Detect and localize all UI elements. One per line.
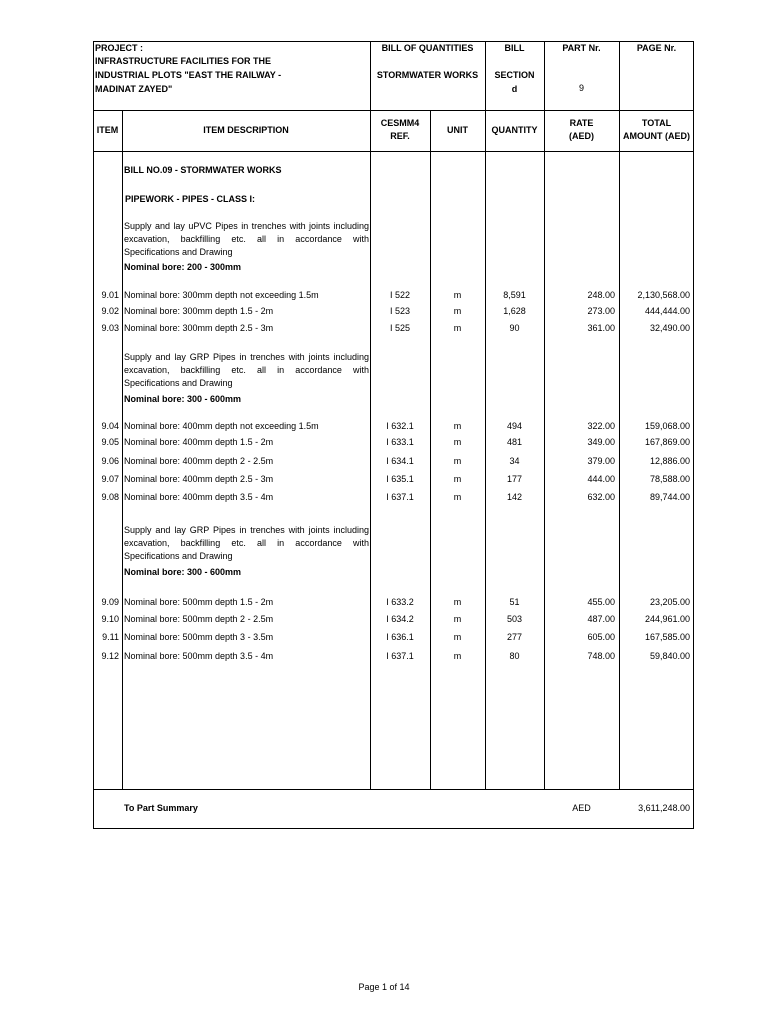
row-item-number: 9.06 — [101, 456, 119, 466]
row-ref: I 634.1 — [386, 456, 414, 466]
summary-total: 3,611,248.00 — [638, 803, 690, 813]
row-ref: I 523 — [389, 306, 411, 316]
part-value: 9 — [578, 83, 584, 93]
row-quantity: 1,628 — [503, 306, 526, 316]
group-1-bore: Nominal bore: 200 - 300mm — [124, 262, 242, 272]
row-ref: I 636.1 — [386, 632, 414, 642]
page-label: PAGE Nr. — [636, 43, 677, 53]
row-ref: I 633.2 — [386, 597, 414, 607]
table-frame — [93, 41, 694, 829]
description-column-line — [370, 41, 371, 789]
row-ref: I 525 — [389, 323, 411, 333]
row-quantity: 34 — [509, 456, 520, 466]
col-ref-header-line-2: REF. — [390, 131, 410, 141]
row-rate: 487.00 — [587, 614, 615, 624]
row-unit: m — [453, 614, 462, 624]
row-unit: m — [453, 492, 462, 502]
row-ref: I 635.1 — [386, 474, 414, 484]
row-quantity: 90 — [509, 323, 520, 333]
row-rate: 379.00 — [587, 456, 615, 466]
section-value: d — [511, 84, 518, 94]
row-unit: m — [453, 290, 462, 300]
row-description: Nominal bore: 500mm depth 3 - 3.5m — [124, 632, 274, 642]
col-unit-header: UNIT — [447, 125, 468, 135]
row-quantity: 277 — [506, 632, 523, 642]
row-description: Nominal bore: 400mm depth 1.5 - 2m — [124, 437, 274, 447]
col-total-header-line-2: AMOUNT (AED) — [623, 131, 690, 141]
row-item-number: 9.12 — [101, 651, 119, 661]
row-total: 32,490.00 — [649, 323, 690, 333]
row-quantity: 8,591 — [503, 290, 526, 300]
rate-column-line — [619, 41, 620, 789]
row-description: Nominal bore: 300mm depth 2.5 - 3m — [124, 323, 274, 333]
header-divider — [93, 110, 694, 111]
row-item-number: 9.01 — [101, 290, 119, 300]
row-rate: 349.00 — [587, 437, 615, 447]
row-total: 2,130,568.00 — [637, 290, 690, 300]
row-unit: m — [453, 597, 462, 607]
summary-currency: AED — [572, 803, 591, 813]
section-label: SECTION — [494, 70, 535, 80]
row-quantity: 80 — [509, 651, 520, 661]
row-ref: I 522 — [389, 290, 411, 300]
row-ref: I 632.1 — [386, 421, 414, 431]
row-unit: m — [453, 456, 462, 466]
row-item-number: 9.07 — [101, 474, 119, 484]
row-ref: I 637.1 — [386, 651, 414, 661]
row-total: 23,205.00 — [649, 597, 690, 607]
pipework-heading: PIPEWORK - PIPES - CLASS I: — [125, 194, 256, 204]
part-label: PART Nr. — [562, 43, 601, 53]
col-quantity-header: QUANTITY — [491, 125, 538, 135]
row-description: Nominal bore: 400mm depth 3.5 - 4m — [124, 492, 274, 502]
row-description: Nominal bore: 500mm depth 3.5 - 4m — [124, 651, 274, 661]
row-rate: 322.00 — [587, 421, 615, 431]
row-unit: m — [453, 651, 462, 661]
row-rate: 361.00 — [587, 323, 615, 333]
row-ref: I 634.2 — [386, 614, 414, 624]
row-rate: 248.00 — [587, 290, 615, 300]
row-quantity: 142 — [506, 492, 523, 502]
ref-column-line — [430, 110, 431, 789]
row-total: 444,444.00 — [644, 306, 690, 316]
row-unit: m — [453, 474, 462, 484]
summary-label: To Part Summary — [124, 803, 198, 813]
row-total: 59,840.00 — [649, 651, 690, 661]
bill-heading: BILL NO.09 - STORMWATER WORKS — [124, 165, 282, 175]
col-rate-header-line-2: (AED) — [569, 131, 594, 141]
group-1-description: Supply and lay uPVC Pipes in trenches with joints including excavation, backfilling etc. all in accordance with Specifications and Drawing — [124, 221, 369, 257]
bill-label: BILL — [504, 43, 525, 53]
col-rate-header-line-1: RATE — [569, 118, 594, 128]
row-quantity: 51 — [509, 597, 520, 607]
row-description: Nominal bore: 400mm depth 2 - 2.5m — [124, 456, 274, 466]
row-item-number: 9.10 — [101, 614, 119, 624]
row-total: 12,886.00 — [649, 456, 690, 466]
row-description: Nominal bore: 400mm depth not exceeding 1.5m — [124, 421, 319, 431]
row-total: 167,585.00 — [644, 632, 690, 642]
group-2-bore: Nominal bore: 300 - 600mm — [124, 394, 242, 404]
row-total: 78,588.00 — [649, 474, 690, 484]
row-description: Nominal bore: 400mm depth 2.5 - 3m — [124, 474, 274, 484]
row-description: Nominal bore: 300mm depth not exceeding 1.5m — [124, 290, 319, 300]
project-title-line-3: MADINAT ZAYED" — [95, 84, 173, 94]
row-rate: 632.00 — [587, 492, 615, 502]
unit-column-line — [485, 41, 486, 789]
row-ref: I 637.1 — [386, 492, 414, 502]
project-title-line-2: INDUSTRIAL PLOTS "EAST THE RAILWAY - — [95, 70, 282, 80]
project-label: PROJECT : — [95, 43, 144, 53]
col-description-header: ITEM DESCRIPTION — [203, 125, 289, 135]
row-total: 167,869.00 — [644, 437, 690, 447]
row-quantity: 481 — [506, 437, 523, 447]
row-unit: m — [453, 437, 462, 447]
row-quantity: 494 — [506, 421, 523, 431]
group-2-description: Supply and lay GRP Pipes in trenches with joints including excavation, backfilling etc. all in accordance with Specifications and Drawing — [124, 352, 369, 388]
row-unit: m — [453, 306, 462, 316]
row-item-number: 9.08 — [101, 492, 119, 502]
row-unit: m — [453, 323, 462, 333]
row-item-number: 9.04 — [101, 421, 119, 431]
row-description: Nominal bore: 500mm depth 1.5 - 2m — [124, 597, 274, 607]
row-item-number: 9.02 — [101, 306, 119, 316]
row-rate: 748.00 — [587, 651, 615, 661]
quantity-column-line — [544, 41, 545, 789]
group-3-description: Supply and lay GRP Pipes in trenches with joints including excavation, backfilling etc. all in accordance with Specifications and Drawing — [124, 525, 369, 561]
row-item-number: 9.03 — [101, 323, 119, 333]
row-rate: 444.00 — [587, 474, 615, 484]
row-quantity: 503 — [506, 614, 523, 624]
page-footer: Page 1 of 14 — [358, 982, 410, 992]
row-total: 244,961.00 — [644, 614, 690, 624]
col-item-header: ITEM — [96, 125, 119, 135]
row-rate: 605.00 — [587, 632, 615, 642]
row-total: 159,068.00 — [644, 421, 690, 431]
col-ref-header-line-1: CESMM4 — [380, 118, 420, 128]
row-ref: I 633.1 — [386, 437, 414, 447]
row-quantity: 177 — [506, 474, 523, 484]
boq-subtitle: STORMWATER WORKS — [376, 70, 479, 80]
boq-title: BILL OF QUANTITIES — [381, 43, 474, 53]
col-total-header-line-1: TOTAL — [641, 118, 672, 128]
row-unit: m — [453, 421, 462, 431]
summary-divider — [93, 789, 694, 790]
row-description: Nominal bore: 300mm depth 1.5 - 2m — [124, 306, 274, 316]
item-column-line — [122, 110, 123, 789]
column-header-divider — [93, 151, 694, 152]
row-unit: m — [453, 632, 462, 642]
project-title-line-1: INFRASTRUCTURE FACILITIES FOR THE — [95, 56, 271, 66]
row-description: Nominal bore: 500mm depth 2 - 2.5m — [124, 614, 274, 624]
row-rate: 273.00 — [587, 306, 615, 316]
row-total: 89,744.00 — [649, 492, 690, 502]
row-item-number: 9.09 — [101, 597, 119, 607]
row-rate: 455.00 — [587, 597, 615, 607]
row-item-number: 9.05 — [101, 437, 119, 447]
group-3-bore: Nominal bore: 300 - 600mm — [124, 567, 242, 577]
row-item-number: 9.11 — [102, 632, 119, 642]
